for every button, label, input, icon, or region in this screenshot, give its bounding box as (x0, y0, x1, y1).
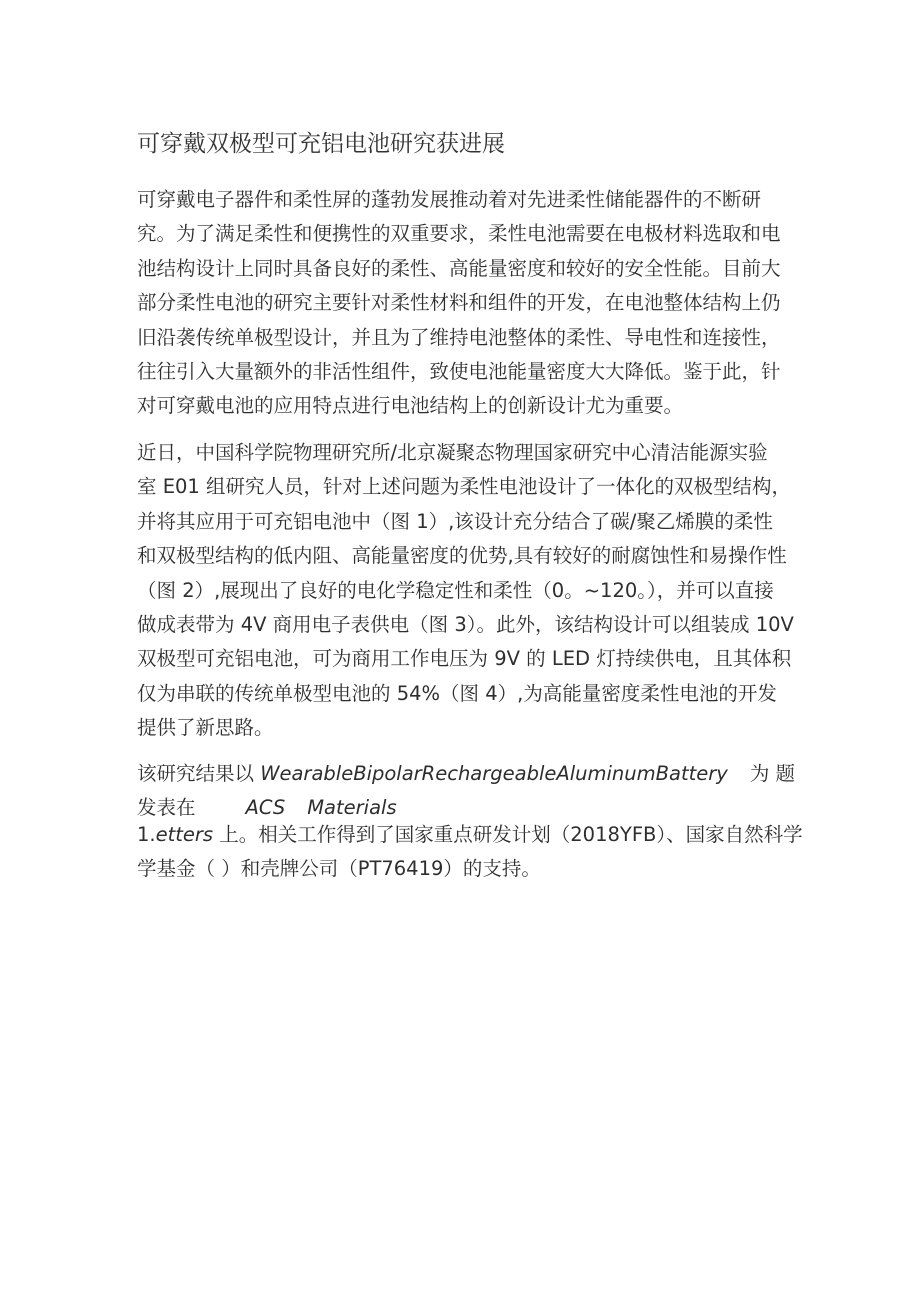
published-in-label: 发表在 (137, 796, 196, 820)
paragraph-publication (137, 757, 805, 826)
paragraph-research (137, 436, 805, 746)
paper-title: WearableBipolarRechargeableAluminumBattery (260, 762, 728, 785)
paragraph-line: 和双极型结构的低内阻、高能量密度的优势,具有较好的耐腐蚀性和易操作性 (137, 544, 787, 568)
paragraph-line (137, 818, 805, 852)
paragraph-line: 室 E01 组研究人员，针对上述问题为柔性电池设计了一体化的双极型结构， (137, 475, 792, 499)
funding-text: 上。相关工作得到了国家重点研发计划（2018YFB）、国家自然科学 (213, 823, 803, 846)
paragraph-intro (137, 183, 805, 424)
paragraph-line: 旧沿袭传统单极型设计，并且为了维持电池整体的柔性、导电性和连接性， (137, 325, 781, 349)
paragraph-line: 提供了新思路。 (137, 716, 274, 740)
funding-prefix: 1. (137, 823, 156, 846)
paragraph-line: 对可穿戴电池的应用特点进行电池结构上的创新设计尤为重要。 (137, 394, 684, 418)
journal-name-part-1: ACS (245, 796, 286, 820)
journal-name-part-2: Materials (307, 796, 397, 820)
paragraph-line (137, 757, 805, 791)
paragraph-line: 究。为了满足柔性和便携性的双重要求，柔性电池需要在电极材料选取和电 (137, 222, 781, 246)
article-title: 可穿戴双极型可充铝电池研究获进展 (137, 131, 505, 157)
paragraph-line: （图 2）,展现出了良好的电化学稳定性和柔性（0。~120。），并可以直接 (137, 578, 774, 602)
paragraph-line: 双极型可充铝电池，可为商用工作电压为 9V 的 LED 灯持续供电，且其体积 (137, 647, 792, 671)
paragraph-funding (137, 818, 805, 887)
publication-suffix: 为 题 (749, 762, 796, 785)
paragraph-line: 学基金（ ）和壳牌公司（PT76419）的支持。 (137, 857, 541, 881)
paragraph-line: 池结构设计上同时具备良好的柔性、高能量密度和较好的安全性能。目前大 (137, 256, 781, 280)
paragraph-line: 可穿戴电子器件和柔性屏的蓬勃发展推动着对先进柔性储能器件的不断研 (137, 188, 762, 211)
paragraph-line: 近日，中国科学院物理研究所/北京凝聚态物理国家研究中心清洁能源实验 (137, 441, 768, 464)
paragraph-line: 并将其应用于可充铝电池中（图 1）,该设计充分结合了碳/聚乙烯膜的柔性 (137, 509, 773, 533)
publication-prefix: 该研究结果以 (137, 762, 261, 785)
paragraph-line: 往往引入大量额外的非活性组件，致使电池能量密度大大降低。鉴于此，针 (137, 360, 781, 384)
paragraph-line: 部分柔性电池的研究主要针对柔性材料和组件的开发，在电池整体结构上仍 (137, 291, 781, 315)
journal-name-part-3: etters (155, 823, 214, 846)
paragraph-line: 仅为串联的传统单极型电池的 54%（图 4）,为高能量密度柔性电池的开发 (137, 681, 777, 705)
paragraph-line: 做成表带为 4V 商用电子表供电（图 3）。此外，该结构设计可以组装成 10V (137, 613, 794, 637)
